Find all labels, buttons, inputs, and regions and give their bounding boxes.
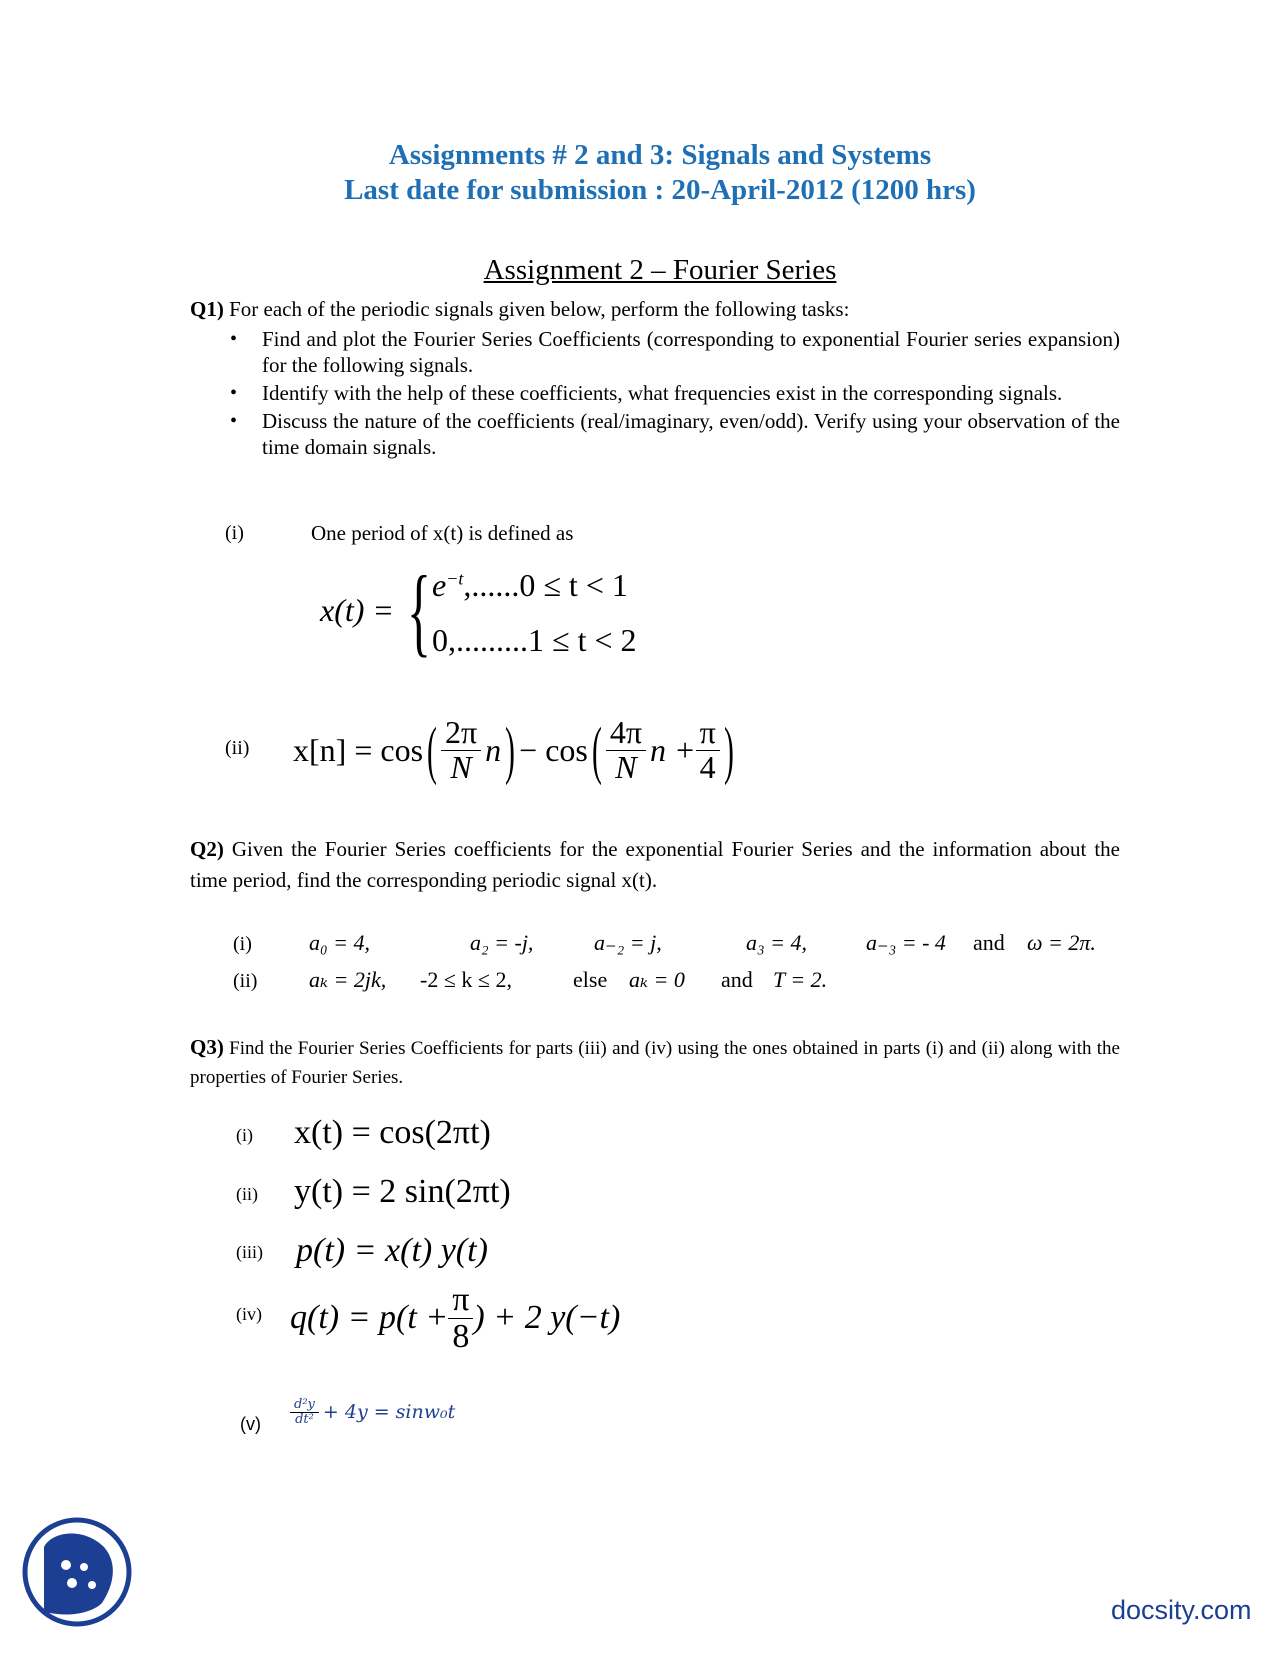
q2-coeff-a0: a₀ = 4, (309, 930, 370, 955)
equation-xn: x[n] = cos ( $\frac{2\pi}{N}$ n ) − cos ( $\frac{4\pi}{N}$ n + $\frac{\pi}{4}$ ) (293, 713, 734, 786)
q2-prompt (190, 834, 1120, 896)
q2-row2-label: (ii) (233, 970, 258, 992)
q1-text: For each of the periodic signals given below, perform the following tasks: (223, 297, 850, 321)
q2-and-1: and (973, 930, 1005, 955)
q3-label: Q3) (190, 1035, 224, 1059)
q3-eq-ii: y(t) = 2 sin(2πt) (294, 1173, 511, 1210)
bullet-icon: • (230, 382, 238, 404)
q2-text: Given the Fourier Series coefficients for the exponential Fourier Series and the information about the time period, find the corresponding periodic signal x(t). (190, 837, 1120, 892)
q3-part-iv-label: (iv) (236, 1304, 262, 1324)
paren-open-icon: ( (427, 714, 437, 786)
paren-open-icon: ( (591, 714, 602, 786)
q2-omega: ω = 2π. (1027, 930, 1096, 955)
q2-period: T = 2. (773, 967, 828, 992)
q1-part-ii-label: (ii) (225, 737, 250, 759)
q2-row1-label: (i) (233, 933, 252, 955)
q3-text: Find the Fourier Series Coefficients for parts (iii) and (iv) using the ones obtained in parts (i) and (ii) along with the properties of Fourier Series. (190, 1038, 1120, 1088)
q1-part-i-text: One period of x(t) is defined as (311, 521, 574, 545)
q1-task-item: • Discuss the nature of the coefficients (real/imaginary, even/odd). Verify using your observation of the time domain signals. (230, 409, 1120, 459)
q2-ak-zero: aₖ = 0 (629, 967, 685, 992)
submission-deadline: Last date for submission : 20-April-2012 (1200 hrs) (344, 174, 976, 206)
eq-case-1: $e^{-t},......0 \le t < 1$ (432, 567, 628, 603)
q2-range: -2 ≤ k ≤ 2, (420, 967, 512, 992)
assignment-title: Assignments # 2 and 3: Signals and Systems (388, 139, 932, 171)
q3-part-iii-label: (iii) (236, 1242, 263, 1262)
q1-task-item: • Find and plot the Fourier Series Coefficients (corresponding to exponential Fourier series expansion) for the following signals. (230, 327, 1120, 377)
q2-coeff-a-2: a₋₂ = j, (594, 930, 662, 955)
paren-close-icon: ) (505, 714, 516, 786)
eq-case-2: 0,.........1 ≤ t < 2 (432, 622, 637, 658)
q3-eq-v: $\frac{\text{d²y}}{\text{dt²}}$ + 4y = sinw₀t (290, 1398, 455, 1426)
q3-part-i-label: (i) (236, 1125, 253, 1145)
q2-coeff-a2: a₂ = -j, (470, 930, 534, 955)
q2-label: Q2) (190, 837, 224, 861)
paren-close-icon: ) (723, 714, 734, 786)
bullet-icon: • (230, 410, 238, 432)
q1-task-list (230, 326, 1120, 462)
brace-icon: { (407, 555, 431, 666)
docsity-logo-icon (22, 1517, 132, 1627)
section-title: Assignment 2 – Fourier Series (483, 254, 837, 286)
q3-eq-iii: p(t) = x(t) y(t) (296, 1232, 488, 1269)
q2-else: else (573, 967, 608, 992)
docsity-brand[interactable]: docsity.com (1111, 1595, 1252, 1625)
q2-and-2: and (721, 967, 753, 992)
q3-eq-i: x(t) = cos(2πt) (294, 1114, 491, 1151)
q3-part-v-label: (v) (240, 1414, 261, 1434)
q1-part-i-label: (i) (225, 522, 244, 544)
q3-prompt (190, 1033, 1120, 1092)
eq-lhs: x(t) = (320, 592, 394, 628)
q3-part-ii-label: (ii) (236, 1184, 258, 1204)
q2-coeff-a-3: a₋₃ = - 4 (866, 930, 946, 955)
q1-prompt (190, 296, 1110, 323)
q3-eq-iv: q(t) = p(t + $\frac{\pi}{8}$ ) + 2 y(−t) (290, 1280, 621, 1355)
q2-coeff-a3: a₃ = 4, (746, 930, 807, 955)
q1-label: Q1) (190, 297, 224, 321)
q1-task-item: • Identify with the help of these coefficients, what frequencies exist in the corresponding signals. (230, 381, 1063, 405)
q2-coeff-ak: aₖ = 2jk, (309, 967, 387, 992)
bullet-icon: • (230, 328, 238, 350)
